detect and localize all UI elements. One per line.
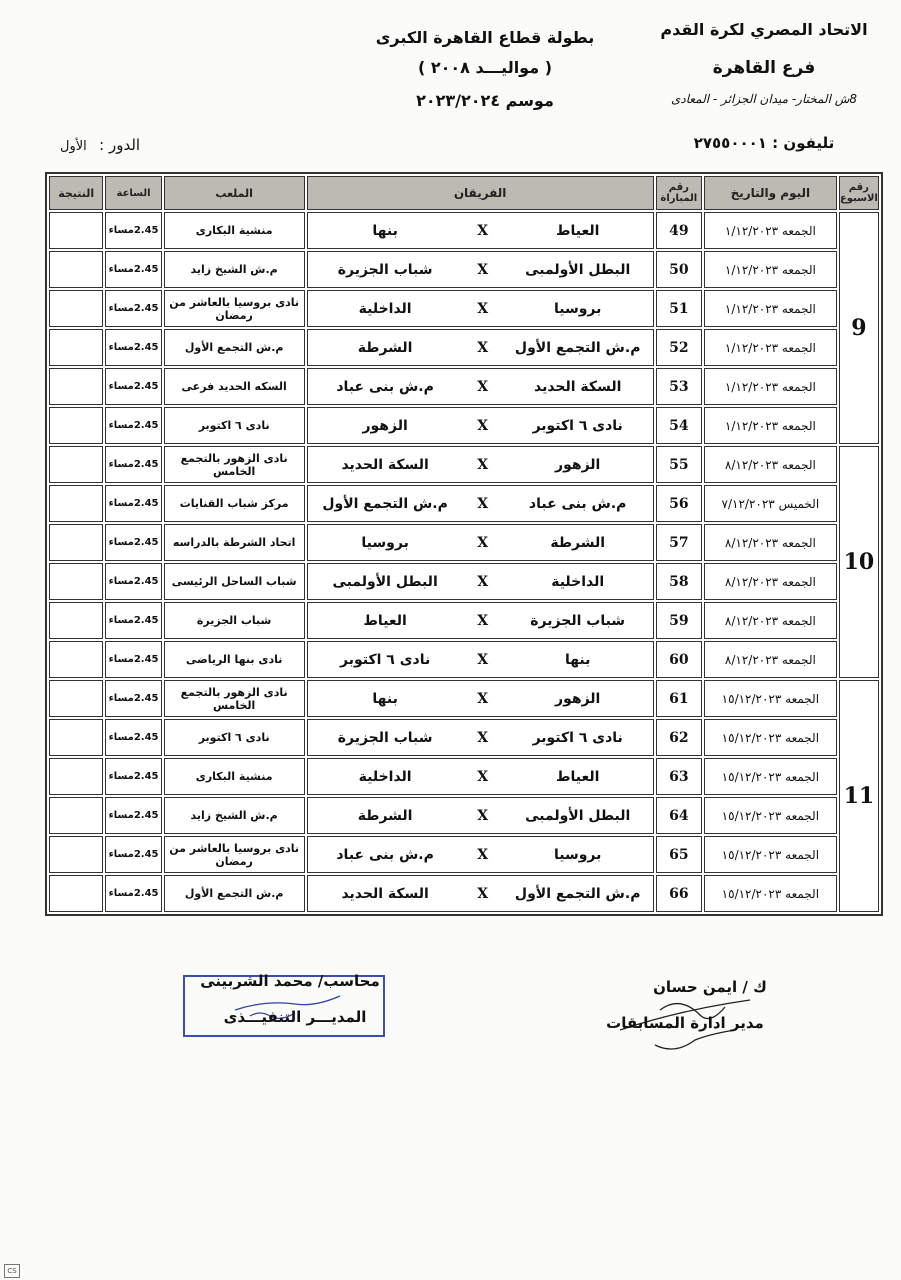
signature-left-title: المديـــر التنفيـــذى (223, 1008, 367, 1026)
away-team: م.ش بنى عباد (336, 846, 434, 863)
federation-name: الاتحاد المصري لكرة القدم (660, 20, 868, 39)
away-team: الداخلية (358, 768, 412, 785)
match-number: 58 (656, 563, 702, 600)
match-number: 54 (656, 407, 702, 444)
kickoff-time: 2.45مساء (105, 368, 161, 405)
versus-mark: X (477, 222, 489, 239)
result (49, 602, 103, 639)
fixtures-table (45, 172, 883, 916)
stadium: نادى بنها الرياضى (164, 641, 305, 678)
phone: تليفون : ٢٧٥٥٠٠٠١ (693, 134, 835, 152)
match-number: 66 (656, 875, 702, 912)
result (49, 758, 103, 795)
table-row (49, 329, 879, 366)
branch-name: فرع القاهرة (712, 58, 816, 78)
home-team: الزهور (555, 456, 601, 473)
match-number: 56 (656, 485, 702, 522)
match-teams (307, 758, 654, 795)
stadium: نادى بروسيا بالعاشر من رمضان (164, 290, 305, 327)
kickoff-time: 2.45مساء (105, 797, 161, 834)
col-stadium: الملعب (164, 176, 305, 210)
kickoff-time: 2.45مساء (105, 446, 161, 483)
versus-mark: X (477, 378, 489, 395)
result (49, 680, 103, 717)
season: موسم ٢٠٢٣/٢٠٢٤ (416, 91, 554, 110)
home-team: العياط (555, 222, 600, 239)
match-number: 51 (656, 290, 702, 327)
match-teams (307, 290, 654, 327)
versus-mark: X (477, 651, 489, 668)
kickoff-time: 2.45مساء (105, 758, 161, 795)
home-team: العياط (555, 768, 600, 785)
col-week: رقم الاسبوع (839, 176, 879, 210)
stadium: شباب الجزيرة (164, 602, 305, 639)
signature-right-name: ك / ايمن حسان (653, 978, 767, 996)
match-date: الجمعه ١٥/١٢/٢٠٢٣ (704, 836, 837, 873)
col-time: الساعة (105, 176, 161, 210)
away-team: السكة الحديد (341, 456, 429, 473)
result (49, 563, 103, 600)
match-date: الجمعه ١٥/١٢/٢٠٢٣ (704, 797, 837, 834)
match-number: 52 (656, 329, 702, 366)
table-row (49, 368, 879, 405)
result (49, 407, 103, 444)
result (49, 719, 103, 756)
versus-mark: X (477, 417, 489, 434)
away-team: نادى ٦ اكتوبر (340, 651, 431, 668)
kickoff-time: 2.45مساء (105, 407, 161, 444)
match-number: 63 (656, 758, 702, 795)
stadium: م.ش الشيخ زايد (164, 797, 305, 834)
result (49, 368, 103, 405)
match-date: الجمعه ٨/١٢/٢٠٢٣ (704, 524, 837, 561)
match-number: 62 (656, 719, 702, 756)
result (49, 797, 103, 834)
round-label: الدور : (99, 136, 141, 154)
result (49, 485, 103, 522)
table-row (49, 446, 879, 483)
table-row (49, 251, 879, 288)
result (49, 212, 103, 249)
match-teams (307, 212, 654, 249)
kickoff-time: 2.45مساء (105, 602, 161, 639)
match-teams (307, 407, 654, 444)
match-teams (307, 251, 654, 288)
home-team: بنها (564, 651, 591, 668)
home-team: شباب الجزيرة (530, 612, 626, 629)
result (49, 875, 103, 912)
versus-mark: X (477, 885, 489, 902)
kickoff-time: 2.45مساء (105, 290, 161, 327)
home-team: بروسيا (553, 300, 602, 317)
kickoff-time: 2.45مساء (105, 251, 161, 288)
versus-mark: X (477, 612, 489, 629)
kickoff-time: 2.45مساء (105, 524, 161, 561)
stadium: م.ش التجمع الأول (164, 329, 305, 366)
table-row (49, 719, 879, 756)
table-row (49, 641, 879, 678)
age-group: ( مواليـــد ٢٠٠٨ ) (417, 58, 552, 77)
away-team: الشرطة (357, 339, 413, 356)
match-date: الجمعه ١/١٢/٢٠٢٣ (704, 251, 837, 288)
round-value: الأول (60, 139, 87, 154)
table-row (49, 485, 879, 522)
away-team: الزهور (362, 417, 408, 434)
stadium: منشية البكارى (164, 758, 305, 795)
match-teams (307, 719, 654, 756)
stadium: م.ش التجمع الأول (164, 875, 305, 912)
kickoff-time: 2.45مساء (105, 875, 161, 912)
table-row (49, 797, 879, 834)
table-row (49, 290, 879, 327)
match-teams (307, 641, 654, 678)
home-team: نادى ٦ اكتوبر (532, 417, 623, 434)
stadium: السكه الحديد فرعى (164, 368, 305, 405)
kickoff-time: 2.45مساء (105, 836, 161, 873)
stadium: م.ش الشيخ زايد (164, 251, 305, 288)
result (49, 836, 103, 873)
table-row (49, 875, 879, 912)
match-teams (307, 797, 654, 834)
kickoff-time: 2.45مساء (105, 212, 161, 249)
away-team: بروسيا (361, 534, 409, 551)
match-number: 61 (656, 680, 702, 717)
match-date: الجمعه ١/١٢/٢٠٢٣ (704, 290, 837, 327)
away-team: الداخلية (358, 300, 412, 317)
home-team: السكة الحديد (533, 378, 622, 395)
match-date: الجمعه ١٥/١٢/٢٠٢٣ (704, 875, 837, 912)
match-number: 50 (656, 251, 702, 288)
match-number: 60 (656, 641, 702, 678)
kickoff-time: 2.45مساء (105, 719, 161, 756)
versus-mark: X (477, 807, 489, 824)
round (60, 136, 140, 154)
table-row (49, 407, 879, 444)
result (49, 524, 103, 561)
match-number: 49 (656, 212, 702, 249)
match-date: الجمعه ١٥/١٢/٢٠٢٣ (704, 680, 837, 717)
match-date: الجمعه ١/١٢/٢٠٢٣ (704, 212, 837, 249)
home-team: الشرطة (550, 534, 606, 551)
stadium: نادى الزهور بالتجمع الخامس (164, 680, 305, 717)
home-team: م.ش بنى عباد (528, 495, 627, 512)
match-date: الخميس ٧/١٢/٢٠٢٣ (704, 485, 837, 522)
away-team: شباب الجزيرة (337, 261, 433, 278)
match-teams (307, 602, 654, 639)
stadium: اتحاد الشرطة بالدراسه (164, 524, 305, 561)
versus-mark: X (477, 261, 489, 278)
away-team: الشرطة (357, 807, 413, 824)
away-team: بنها (372, 690, 398, 707)
match-date: الجمعه ١/١٢/٢٠٢٣ (704, 368, 837, 405)
result (49, 446, 103, 483)
kickoff-time: 2.45مساء (105, 641, 161, 678)
stadium: نادى ٦ اكتوبر (164, 719, 305, 756)
week-number: 11 (839, 680, 879, 912)
stadium: نادى ٦ اكتوبر (164, 407, 305, 444)
stadium: نادى الزهور بالتجمع الخامس (164, 446, 305, 483)
match-teams (307, 446, 654, 483)
match-teams (307, 836, 654, 873)
match-number: 55 (656, 446, 702, 483)
stadium: منشية البكارى (164, 212, 305, 249)
result (49, 329, 103, 366)
championship-title: بطولة قطاع القاهرة الكبرى (375, 28, 595, 47)
away-team: م.ش التجمع الأول (322, 495, 448, 512)
stadium: نادى بروسيا بالعاشر من رمضان (164, 836, 305, 873)
home-team: البطل الأولمبى (525, 261, 631, 278)
versus-mark: X (477, 456, 489, 473)
table-row (49, 563, 879, 600)
match-number: 64 (656, 797, 702, 834)
result (49, 251, 103, 288)
table-row (49, 602, 879, 639)
away-team: بنها (372, 222, 398, 239)
versus-mark: X (477, 573, 489, 590)
match-teams (307, 680, 654, 717)
address: 8ش المختار- ميدان الجزائر - المعادى (670, 92, 858, 106)
table-row (49, 524, 879, 561)
versus-mark: X (477, 768, 489, 785)
home-team: م.ش التجمع الأول (514, 339, 641, 356)
table-row (49, 212, 879, 249)
table-row (49, 758, 879, 795)
col-match-no: رقم المباراة (656, 176, 702, 210)
match-teams (307, 485, 654, 522)
match-date: الجمعه ٨/١٢/٢٠٢٣ (704, 641, 837, 678)
week-number: 9 (839, 212, 879, 444)
home-team: نادى ٦ اكتوبر (532, 729, 623, 746)
match-number: 59 (656, 602, 702, 639)
versus-mark: X (477, 846, 489, 863)
match-date: الجمعه ١/١٢/٢٠٢٣ (704, 407, 837, 444)
match-number: 57 (656, 524, 702, 561)
versus-mark: X (477, 495, 489, 512)
scanner-logo-icon: CS (4, 1264, 20, 1278)
match-date: الجمعه ١٥/١٢/٢٠٢٣ (704, 758, 837, 795)
table-header-row (49, 176, 879, 210)
match-date: الجمعه ٨/١٢/٢٠٢٣ (704, 446, 837, 483)
match-teams (307, 368, 654, 405)
match-number: 53 (656, 368, 702, 405)
home-team: بروسيا (553, 846, 602, 863)
versus-mark: X (477, 534, 489, 551)
away-team: شباب الجزيرة (337, 729, 433, 746)
match-date: الجمعه ٨/١٢/٢٠٢٣ (704, 602, 837, 639)
away-team: السكة الحديد (341, 885, 429, 902)
col-result: النتيجة (49, 176, 103, 210)
home-team: الداخلية (551, 573, 605, 590)
kickoff-time: 2.45مساء (105, 680, 161, 717)
away-team: البطل الأولمبى (332, 573, 438, 590)
match-teams (307, 563, 654, 600)
result (49, 290, 103, 327)
home-team: م.ش التجمع الأول (514, 885, 641, 902)
col-teams: الفريقان (307, 176, 654, 210)
week-number: 10 (839, 446, 879, 678)
away-team: العياط (363, 612, 407, 629)
away-team: م.ش بنى عباد (336, 378, 434, 395)
versus-mark: X (477, 729, 489, 746)
stadium: شباب الساحل الرئيسى (164, 563, 305, 600)
versus-mark: X (477, 300, 489, 317)
match-date: الجمعه ١٥/١٢/٢٠٢٣ (704, 719, 837, 756)
result (49, 641, 103, 678)
home-team: البطل الأولمبى (525, 807, 631, 824)
match-teams (307, 329, 654, 366)
match-date: الجمعه ٨/١٢/٢٠٢٣ (704, 563, 837, 600)
signature-right-title: مدير ادارة المسابقات (606, 1014, 764, 1032)
match-teams (307, 524, 654, 561)
kickoff-time: 2.45مساء (105, 563, 161, 600)
table-row (49, 680, 879, 717)
versus-mark: X (477, 690, 489, 707)
signature-left-name: محاسب/ محمد الشربينى (200, 972, 380, 990)
kickoff-time: 2.45مساء (105, 485, 161, 522)
col-date: اليوم والتاريخ (704, 176, 837, 210)
stadium: مركز شباب القنايات (164, 485, 305, 522)
match-number: 65 (656, 836, 702, 873)
home-team: الزهور (555, 690, 601, 707)
match-teams (307, 875, 654, 912)
kickoff-time: 2.45مساء (105, 329, 161, 366)
match-date: الجمعه ١/١٢/٢٠٢٣ (704, 329, 837, 366)
versus-mark: X (477, 339, 489, 356)
table-row (49, 836, 879, 873)
